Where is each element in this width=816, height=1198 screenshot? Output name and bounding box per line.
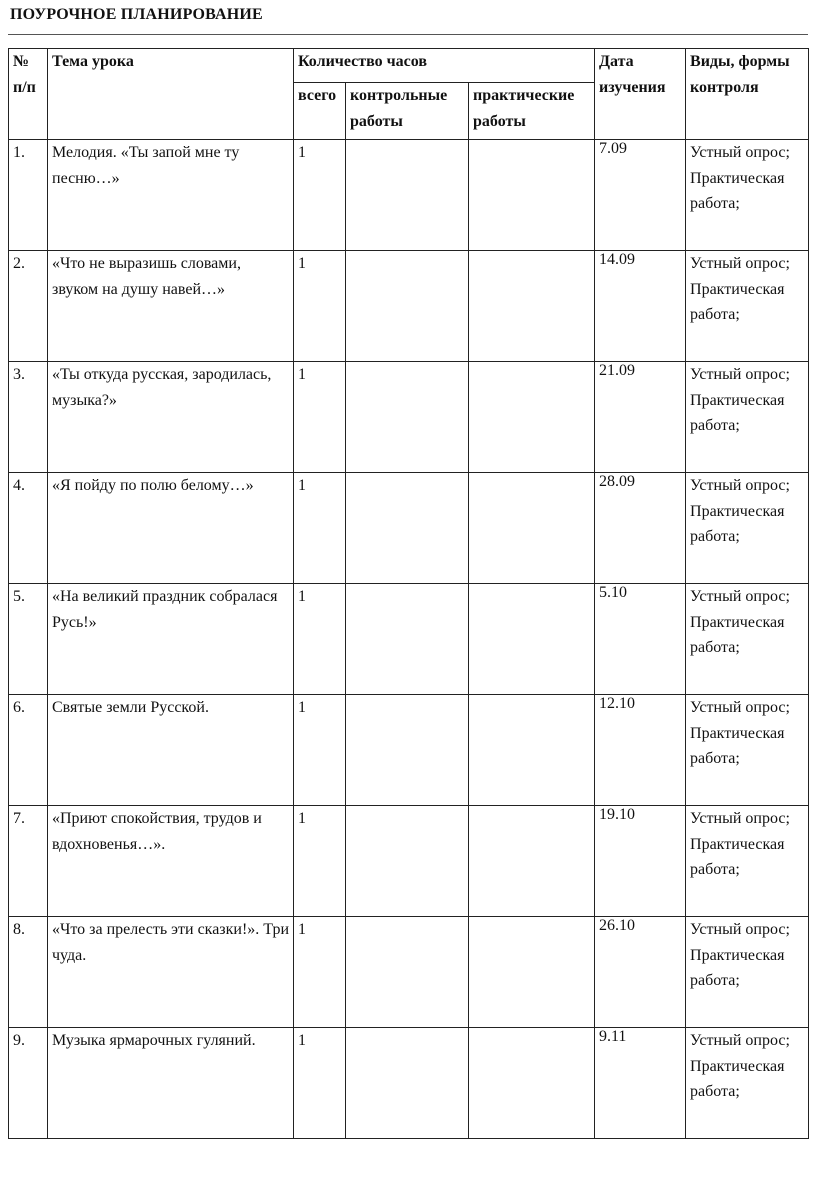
cell-control-works bbox=[346, 473, 469, 584]
cell-topic: Мелодия. «Ты запой мне ту песню…» bbox=[48, 140, 294, 251]
cell-topic: «Что за прелесть эти сказки!». Три чуда. bbox=[48, 917, 294, 1028]
cell-control-works bbox=[346, 140, 469, 251]
cell-practical-works bbox=[469, 473, 595, 584]
cell-number: 9. bbox=[9, 1028, 48, 1139]
cell-topic: Музыка ярмарочных гуляний. bbox=[48, 1028, 294, 1139]
cell-control-forms: Устный опрос; Практическая работа; bbox=[686, 251, 809, 362]
table-body bbox=[9, 140, 809, 1139]
cell-control-forms: Устный опрос; Практическая работа; bbox=[686, 140, 809, 251]
cell-total-hours: 1 bbox=[294, 1028, 346, 1139]
cell-date: 7.09 bbox=[595, 140, 686, 251]
cell-total-hours: 1 bbox=[294, 695, 346, 806]
cell-control-works bbox=[346, 251, 469, 362]
cell-control-forms: Устный опрос; Практическая работа; bbox=[686, 362, 809, 473]
table-row bbox=[9, 806, 809, 917]
table-row bbox=[9, 917, 809, 1028]
cell-control-works bbox=[346, 1028, 469, 1139]
cell-control-works bbox=[346, 917, 469, 1028]
cell-control-forms: Устный опрос; Практическая работа; bbox=[686, 695, 809, 806]
table-row bbox=[9, 251, 809, 362]
header-date: Дата изучения bbox=[595, 49, 686, 140]
cell-number: 1. bbox=[9, 140, 48, 251]
cell-date: 28.09 bbox=[595, 473, 686, 584]
cell-practical-works bbox=[469, 140, 595, 251]
cell-practical-works bbox=[469, 584, 595, 695]
cell-topic: «Что не выразишь словами, звуком на душу навей…» bbox=[48, 251, 294, 362]
cell-control-works bbox=[346, 362, 469, 473]
lesson-plan-table bbox=[8, 48, 809, 1139]
cell-practical-works bbox=[469, 695, 595, 806]
table-row bbox=[9, 1028, 809, 1139]
cell-number: 5. bbox=[9, 584, 48, 695]
cell-date: 12.10 bbox=[595, 695, 686, 806]
cell-control-forms: Устный опрос; Практическая работа; bbox=[686, 917, 809, 1028]
cell-date: 5.10 bbox=[595, 584, 686, 695]
cell-control-works bbox=[346, 584, 469, 695]
cell-practical-works bbox=[469, 251, 595, 362]
cell-control-works bbox=[346, 695, 469, 806]
cell-total-hours: 1 bbox=[294, 806, 346, 917]
header-control-works: контрольные работы bbox=[346, 83, 469, 140]
header-topic: Тема урока bbox=[48, 49, 294, 140]
cell-date: 26.10 bbox=[595, 917, 686, 1028]
table-header bbox=[9, 49, 809, 140]
cell-practical-works bbox=[469, 917, 595, 1028]
cell-number: 6. bbox=[9, 695, 48, 806]
header-hours: Количество часов bbox=[294, 49, 595, 83]
cell-topic: «На великий праздник собралася Русь!» bbox=[48, 584, 294, 695]
cell-practical-works bbox=[469, 1028, 595, 1139]
cell-date: 19.10 bbox=[595, 806, 686, 917]
cell-number: 7. bbox=[9, 806, 48, 917]
cell-topic: «Приют спокойствия, трудов и вдохновенья…». bbox=[48, 806, 294, 917]
cell-control-forms: Устный опрос; Практическая работа; bbox=[686, 806, 809, 917]
cell-date: 14.09 bbox=[595, 251, 686, 362]
cell-control-works bbox=[346, 806, 469, 917]
cell-date: 9.11 bbox=[595, 1028, 686, 1139]
cell-number: 8. bbox=[9, 917, 48, 1028]
cell-number: 3. bbox=[9, 362, 48, 473]
cell-topic: «Я пойду по полю белому…» bbox=[48, 473, 294, 584]
cell-control-forms: Устный опрос; Практическая работа; bbox=[686, 1028, 809, 1139]
cell-total-hours: 1 bbox=[294, 584, 346, 695]
table-row bbox=[9, 695, 809, 806]
title-divider bbox=[8, 34, 808, 35]
cell-control-forms: Устный опрос; Практическая работа; bbox=[686, 584, 809, 695]
table-row bbox=[9, 584, 809, 695]
table-row bbox=[9, 362, 809, 473]
cell-practical-works bbox=[469, 362, 595, 473]
cell-topic: «Ты откуда русская, зародилась, музыка?» bbox=[48, 362, 294, 473]
cell-total-hours: 1 bbox=[294, 251, 346, 362]
cell-total-hours: 1 bbox=[294, 473, 346, 584]
cell-practical-works bbox=[469, 806, 595, 917]
cell-total-hours: 1 bbox=[294, 917, 346, 1028]
table-row bbox=[9, 140, 809, 251]
cell-total-hours: 1 bbox=[294, 140, 346, 251]
header-practical-works: практические работы bbox=[469, 83, 595, 140]
cell-topic: Святые земли Русской. bbox=[48, 695, 294, 806]
table-row bbox=[9, 473, 809, 584]
header-forms: Виды, формы контроля bbox=[686, 49, 809, 140]
header-total: всего bbox=[294, 83, 346, 140]
cell-number: 2. bbox=[9, 251, 48, 362]
header-number: № п/п bbox=[9, 49, 48, 140]
cell-total-hours: 1 bbox=[294, 362, 346, 473]
page-title: ПОУРОЧНОЕ ПЛАНИРОВАНИЕ bbox=[10, 6, 263, 23]
cell-number: 4. bbox=[9, 473, 48, 584]
cell-date: 21.09 bbox=[595, 362, 686, 473]
cell-control-forms: Устный опрос; Практическая работа; bbox=[686, 473, 809, 584]
